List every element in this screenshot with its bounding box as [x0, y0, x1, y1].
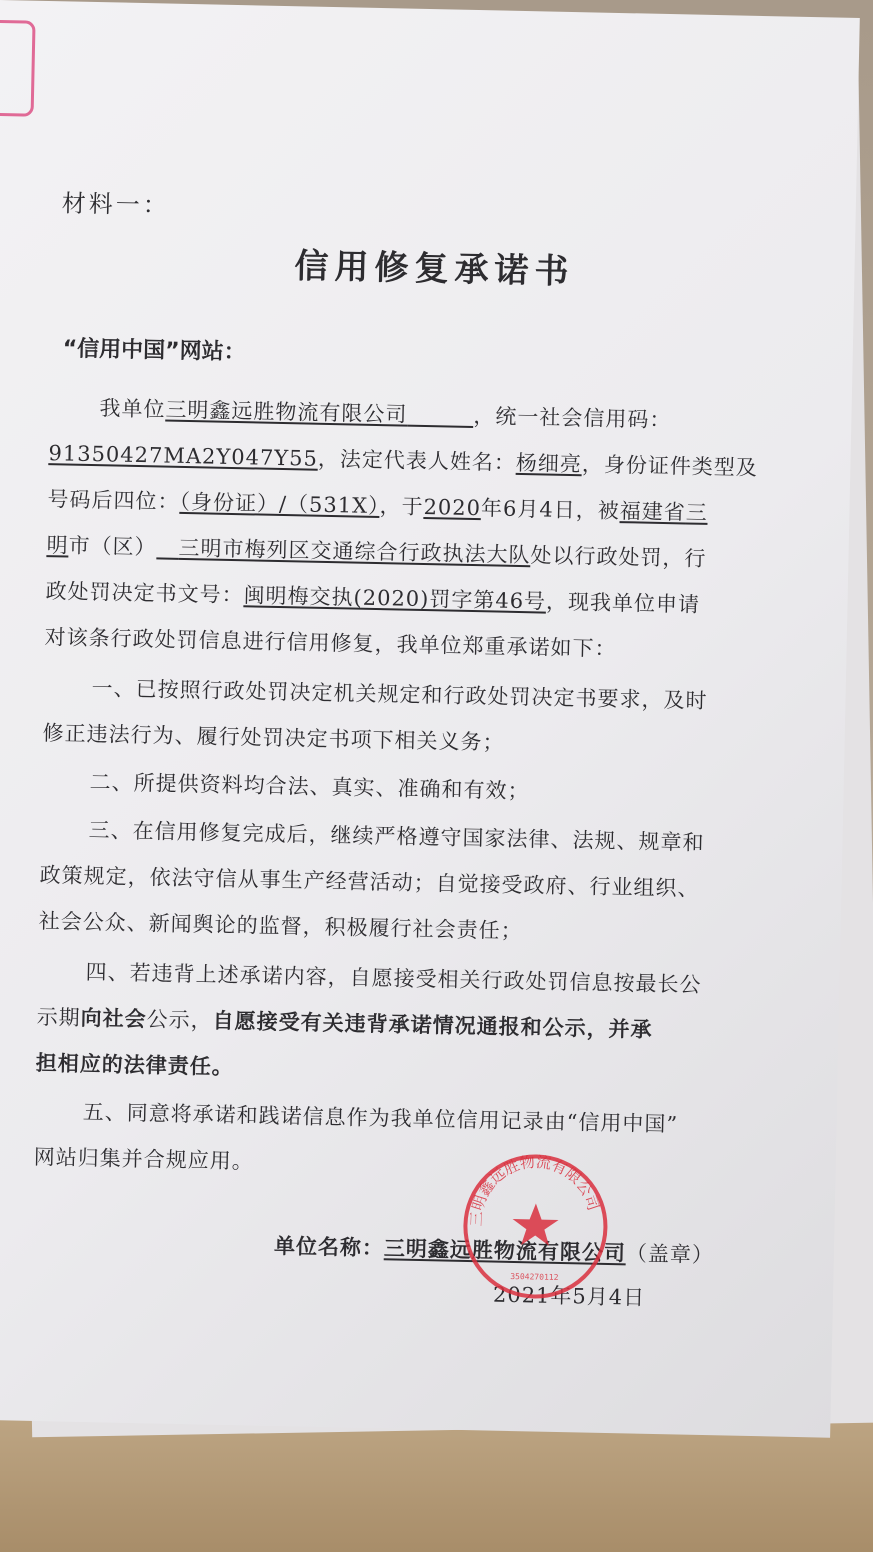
text: 号码后四位：	[47, 487, 180, 514]
item5-line2: 网站归集并合规应用。	[33, 1144, 254, 1174]
seal-text: 三明鑫远胜物流有限公司	[467, 1152, 603, 1227]
signature-label: 单位名称：	[273, 1234, 385, 1261]
seal-star-icon	[512, 1203, 559, 1246]
text: ，身份证件类型及	[581, 452, 759, 480]
seal-note: （盖章）	[625, 1241, 715, 1268]
item3-line1: 三、在信用修复完成后，继续严格遵守国家法律、法规、规章和	[88, 818, 705, 855]
p1-line3	[47, 483, 708, 527]
item4-line2	[36, 1001, 652, 1044]
p1-line5	[45, 575, 700, 619]
credit-code: 91350427MA2Y047Y55	[48, 441, 319, 471]
text: 市（区）	[68, 533, 157, 560]
document-title: 信用修复承诺书	[294, 246, 575, 293]
item3-line3: 社会公众、新闻舆论的监督，积极履行社会责任；	[38, 909, 523, 944]
p1-line6: 对该条行政处罚信息进行信用修复，我单位郑重承诺如下：	[44, 625, 617, 662]
item2-line1: 二、所提供资料均合法、真实、准确和有效；	[89, 770, 530, 804]
penalty-year: 2020	[423, 494, 482, 521]
seal-code: 3504270112	[510, 1271, 559, 1282]
p1-line1	[99, 392, 672, 434]
text: 政处罚决定书文号：	[45, 579, 244, 608]
city-part1: 三	[685, 500, 708, 525]
decision-number: 闽明梅交执(2020)罚字第46号	[243, 583, 547, 614]
p1-line4	[46, 529, 706, 573]
text-bold: 自愿接受有关违背承诺情况通报和公示，并承	[212, 1008, 653, 1042]
text-bold: 向社会	[80, 1005, 147, 1032]
signature-company: 三明鑫远胜物流有限公司	[383, 1236, 627, 1266]
province: 福建省	[619, 499, 686, 525]
text: 我单位	[99, 396, 166, 422]
pink-clip-mark	[0, 19, 36, 116]
item4-line3: 担相应的法律责任。	[35, 1050, 234, 1080]
text: 示期	[36, 1004, 81, 1030]
signature-date: 2021年5月4日	[492, 1282, 646, 1310]
city-part2: 明	[46, 533, 69, 558]
company-name-filled: 三明鑫远胜物流有限公司	[165, 397, 408, 427]
item4-line1: 四、若违背上述承诺内容，自愿接受相关行政处罚信息按最长公	[85, 960, 702, 997]
material-label: 材料一：	[61, 189, 171, 220]
blank-fill	[407, 403, 473, 428]
salutation: “信用中国”网站：	[62, 336, 246, 366]
text: ，统一社会信用码：	[473, 404, 672, 433]
text: ，法定代表人姓名：	[317, 446, 517, 475]
id-info: （身份证）/（531X）	[179, 489, 380, 519]
company-seal	[459, 1150, 612, 1303]
rep-name: 杨细亮	[515, 450, 583, 477]
text: 处以行政处罚，行	[530, 543, 707, 571]
agency-name	[156, 535, 530, 567]
text: ，现我单位申请	[545, 589, 701, 617]
agency-text: 三明市梅列区交通综合行政执法大队	[178, 535, 531, 568]
item1-line1: 一、已按照行政处罚决定机关规定和行政处罚决定书要求，及时	[91, 676, 708, 713]
text: 年6月4日，被	[480, 496, 620, 524]
text: 公示，	[146, 1007, 213, 1033]
item5-line1: 五、同意将承诺和践诺信息作为我单位信用记录由“信用中国”	[82, 1099, 679, 1137]
text: ，于	[379, 494, 424, 519]
item1-line2: 修正违法行为、履行处罚决定书项下相关义务；	[42, 721, 505, 755]
p1-line2	[48, 437, 758, 482]
item3-line2: 政策规定，依法守信从事生产经营活动；自觉接受政府、行业组织、	[39, 863, 700, 901]
